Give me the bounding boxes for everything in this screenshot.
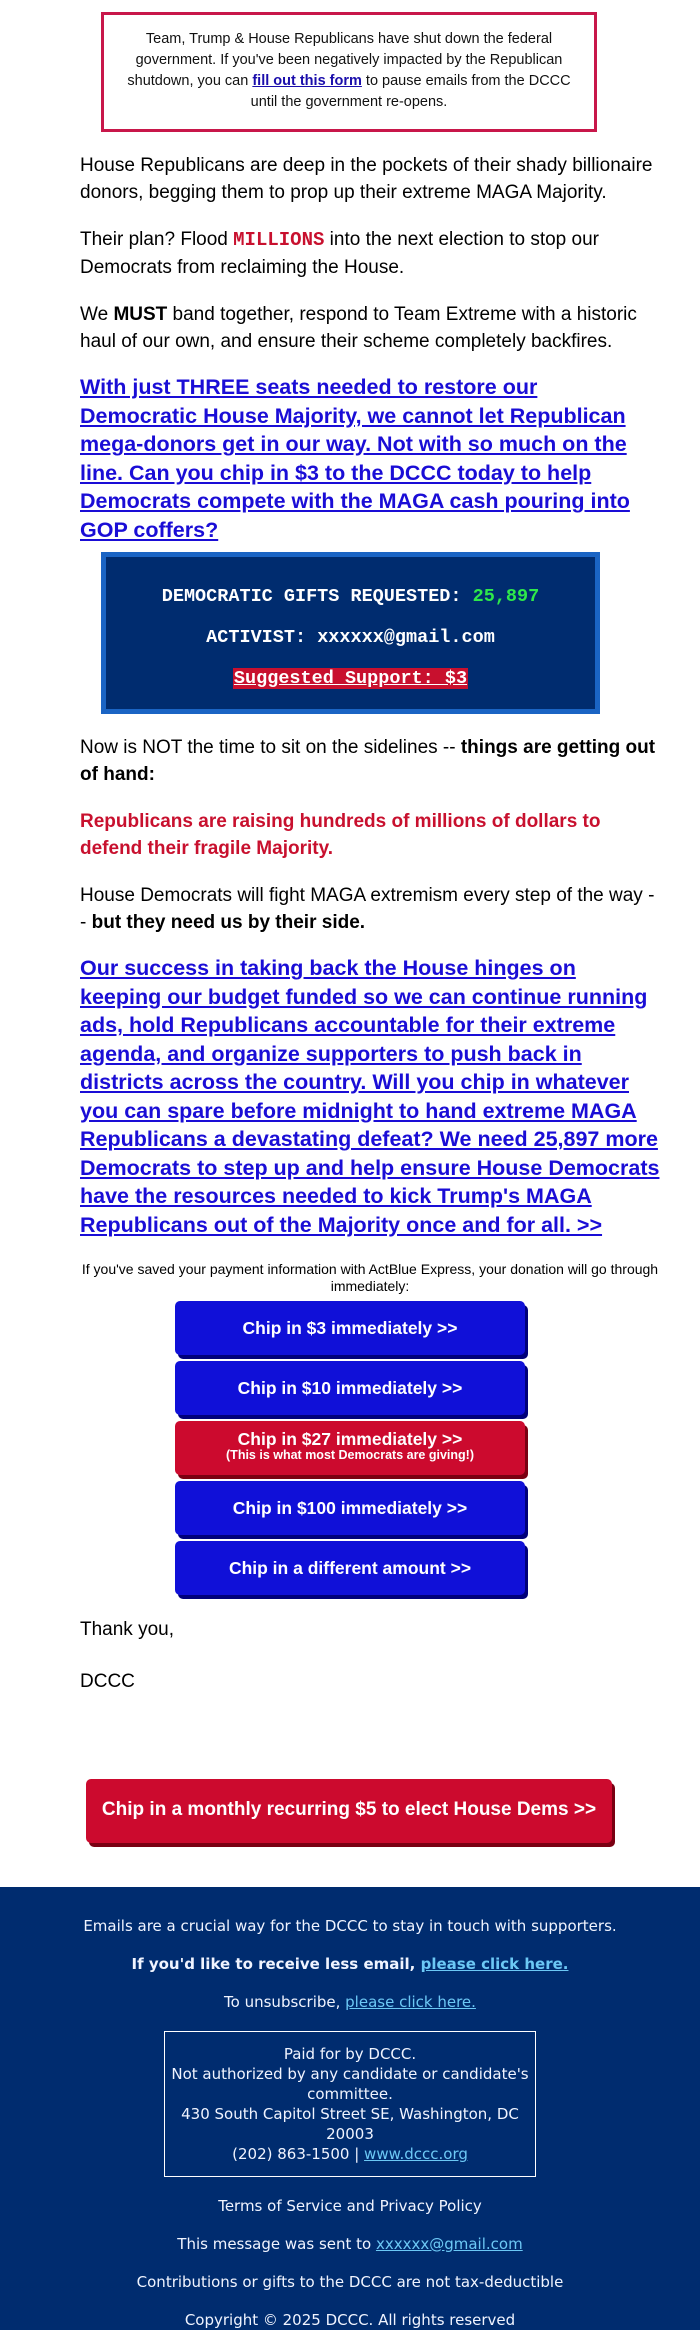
not-authorized: Not authorized by any candidate or candidate's committee. [171,2065,529,2103]
copyright: Copyright © 2025 DCCC. All rights reserved [184,2311,516,2329]
gifts-count: 25,897 [472,586,540,607]
body-donate-link[interactable]: Our success in taking back the House hinges on keeping our budget funded so we can continue running ads, hold Republicans accountable for their extreme agenda, and organize supporters to push back in districts across the country. Will you chip in whatever you can spare before midnight to hand extreme MAGA Republicans a devastating defeat? We need 25,897 more Democrats to step up and help ensure House Democrats have the resources needed to kick Trump's MAGA Republicans out of the Majority once and for all. >> [80,956,660,1237]
address: 430 South Capitol Street SE, Washington, DC 20003 [181,2105,519,2143]
gifts-tally-box [101,552,600,714]
paragraph-4 [80,734,660,788]
headline-donate-link[interactable]: With just THREE seats needed to restore our Democratic House Majority, we cannot let Republican mega-donors get in our way. Not with so much on the line. Can you chip in $3 to the DCCC today to help Democrats compete with the MAGA cash pouring into GOP coffers? [80,375,630,542]
text: If you'd like to receive less email, [131,1955,421,1973]
recipient-email-link[interactable]: xxxxxx@gmail.com [375,2235,523,2253]
paragraph-2 [80,226,660,281]
button-label: Chip in $27 immediately >> [237,1429,463,1449]
paragraph-1: House Republicans are deep in the pockets of their shady billionaire donors, begging them to prop up their extreme MAGA Majority. [80,155,653,203]
tax-note: Contributions or gifts to the DCCC are not tax-deductible [136,2273,564,2291]
unsubscribe-link[interactable]: please click here. [345,1993,476,2011]
footer-emails-note: Emails are a crucial way for the DCCC to stay in touch with supporters. [83,1917,617,1935]
chip-in-other-button[interactable]: Chip in a different amount >> [175,1541,525,1595]
terms-privacy-link[interactable]: Terms of Service and Privacy Policy [218,2197,482,2215]
paragraph-6 [80,882,660,936]
text: into the next election to stop our Democrats from reclaiming the House. [80,229,599,278]
less-email-link[interactable]: please click here. [420,1955,569,1973]
suggested-support-link[interactable]: Suggested Support: $3 [233,668,468,689]
actblue-express-note: If you've saved your payment information with ActBlue Express, your donation will go through immediately: [81,1261,659,1294]
monthly-recurring-button[interactable]: Chip in a monthly recurring $5 to elect House Dems >> [86,1779,612,1843]
thank-you: Thank you, [80,1619,174,1640]
paid-for: Paid for by DCCC. [283,2045,417,2063]
chip-in-10-button[interactable]: Chip in $10 immediately >> [175,1361,525,1415]
text: Their plan? Flood [80,229,234,250]
text: band together, respond to Team Extreme with a historic haul of our own, and ensure their scheme completely backfires. [80,304,637,352]
gifts-requested [106,586,595,627]
must-emphasis: MUST [113,304,168,325]
text: We [80,304,114,325]
sent-to-line [0,2235,700,2253]
chip-in-27-button[interactable] [175,1421,525,1475]
gifts-label: DEMOCRATIC GIFTS REQUESTED: [161,586,473,607]
shutdown-notice [101,12,597,132]
phone: (202) 863-1500 | [232,2145,365,2163]
notice-text-end: to pause emails from the DCCC until the government re-opens. [250,73,571,110]
signature: DCCC [80,1671,135,1692]
text: This message was sent to [177,2235,376,2253]
notice-text: Team, Trump & House Republicans have shut down the federal government. If you've been negatively impacted by the Republican shutdown, you can [127,31,563,89]
chip-in-100-button[interactable]: Chip in $100 immediately >> [175,1481,525,1535]
text: Now is NOT the time to sit on the sidelines -- [80,737,461,758]
paragraph-3 [80,301,660,355]
bold-text: things are getting out of hand: [80,737,656,785]
bold-text: but they need us by their side. [91,912,366,933]
footer [0,1887,700,2330]
button-sublabel: (This is what most Democrats are giving!) [226,1448,474,1462]
unsubscribe-line [0,1993,700,2011]
activist-email: ACTIVIST: xxxxxx@gmail.com [206,627,495,648]
website-link[interactable]: www.dccc.org [364,2145,468,2163]
text: To unsubscribe, [224,1993,346,2011]
fill-out-form-link[interactable]: fill out this form [252,73,362,89]
donation-buttons [175,1301,525,1595]
millions-emphasis: MILLIONS [233,229,325,251]
paid-for-box [164,2031,536,2177]
chip-in-3-button[interactable]: Chip in $3 immediately >> [175,1301,525,1355]
paragraph-5: Republicans are raising hundreds of millions of dollars to defend their fragile Majority. [80,811,601,859]
text: House Democrats will fight MAGA extremism every step of the way -- [80,885,655,933]
less-email-line [0,1955,700,1973]
